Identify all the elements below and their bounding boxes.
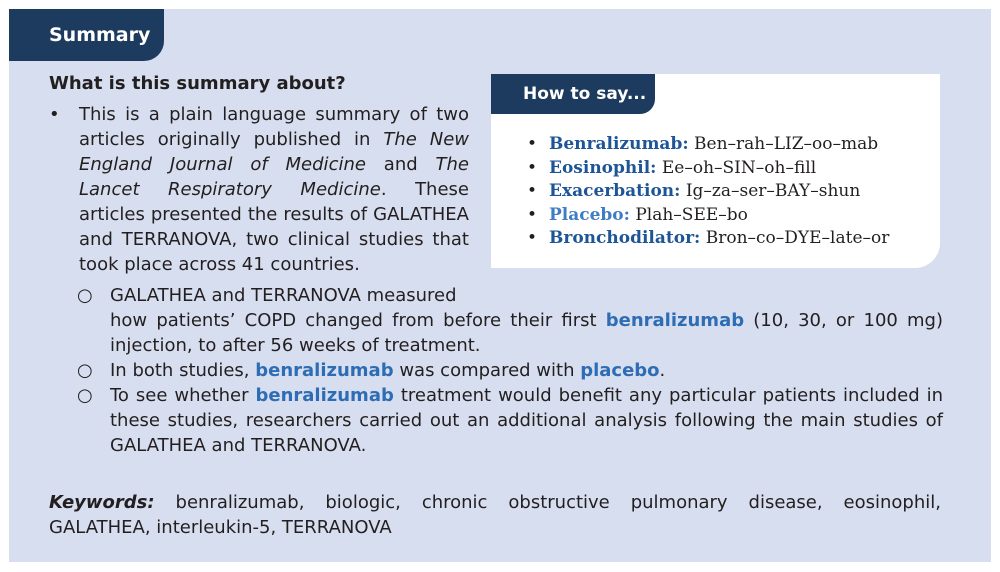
pronunciation-term: Placebo:	[549, 204, 630, 225]
summary-tab: Summary	[9, 9, 164, 61]
bullet-marker: •	[527, 204, 538, 225]
bullet-text	[79, 102, 469, 277]
keywords	[49, 490, 941, 540]
bullet-marker: •	[527, 134, 538, 154]
bullet-text-part: . These articles presented the results of GALATHEA and TERRANOVA, two clinical studies that took place across 41 countries.	[79, 179, 469, 275]
bullet-marker: •	[527, 181, 538, 201]
how-to-say-title: How to say...	[491, 74, 655, 114]
pronunciation-item	[527, 157, 889, 181]
sub-bullet-marker: ○	[77, 385, 93, 406]
pronunciation-guide: Ben–rah–LIZ–oo–mab	[688, 134, 879, 154]
bullet-marker: •	[527, 157, 538, 178]
sub-bullet-marker: ○	[77, 285, 93, 306]
bullet-text-part: This is a plain language summary of two articles originally published in	[79, 104, 469, 150]
sub-bullet-list	[77, 283, 943, 458]
section-heading: What is this summary about?	[49, 73, 346, 94]
pronunciation-item	[527, 180, 889, 204]
bullet-item	[49, 102, 469, 277]
pronunciation-item	[527, 204, 889, 228]
sub-bullet-text: how patients’ COPD changed from before their first	[110, 310, 606, 331]
bullet-marker: •	[49, 104, 60, 125]
sub-bullet-text: (10, 30, or 100 mg) injection, to after 56 weeks of treatment.	[110, 310, 944, 356]
pronunciation-guide: Ig–za–ser–BAY–shun	[680, 181, 861, 201]
sub-bullet-text: GALATHEA and TERRANOVA measured	[110, 285, 457, 306]
sub-bullet-text: .	[659, 360, 666, 381]
pronunciation-term: Benralizumab:	[549, 134, 689, 154]
pronunciation-item	[527, 133, 889, 157]
sub-bullet-text: treatment would benefit any particular patients included in these studies, researchers carried out an additional analysis following the main studies of GALATHEA and TERRANOVA.	[110, 385, 943, 456]
term-highlight: benralizumab	[605, 310, 745, 331]
term-highlight: placebo	[580, 360, 660, 381]
pronunciation-term: Bronchodilator:	[549, 228, 701, 248]
term-highlight: benralizumab	[255, 385, 394, 406]
sub-bullet-item	[77, 383, 943, 458]
pronunciation-guide: Bron–co–DYE–late–or	[700, 228, 890, 248]
sub-bullet-marker: ○	[77, 360, 93, 381]
pronunciation-guide: Ee–oh–SIN–oh–fill	[656, 157, 817, 178]
sub-bullet-text: was compared with	[393, 360, 581, 381]
pronunciation-term: Exacerbation:	[549, 181, 681, 201]
bullet-text-part: and	[365, 154, 436, 175]
keywords-text: benralizumab, biologic, chronic obstructive pulmonary disease, eosinophil, GALATHEA, interleukin-5, TERRANOVA	[49, 492, 941, 538]
sub-bullet-item	[77, 358, 943, 383]
sub-bullet-text: To see whether	[110, 385, 256, 406]
pronunciation-term: Eosinophil:	[549, 157, 657, 178]
pronunciation-list	[527, 133, 889, 251]
term-highlight: benralizumab	[255, 360, 394, 381]
pronunciation-item	[527, 227, 889, 251]
journal-name-nejm: The New England Journal of Medicine	[79, 129, 469, 175]
pronunciation-guide: Plah–SEE–bo	[629, 204, 748, 225]
sub-bullet-text: In both studies,	[110, 360, 256, 381]
journal-name-lancet: The Lancet Respiratory Medicine	[79, 154, 469, 200]
bullet-marker: •	[527, 228, 538, 248]
sub-bullet-item	[77, 283, 943, 358]
keywords-label: Keywords:	[49, 492, 155, 513]
